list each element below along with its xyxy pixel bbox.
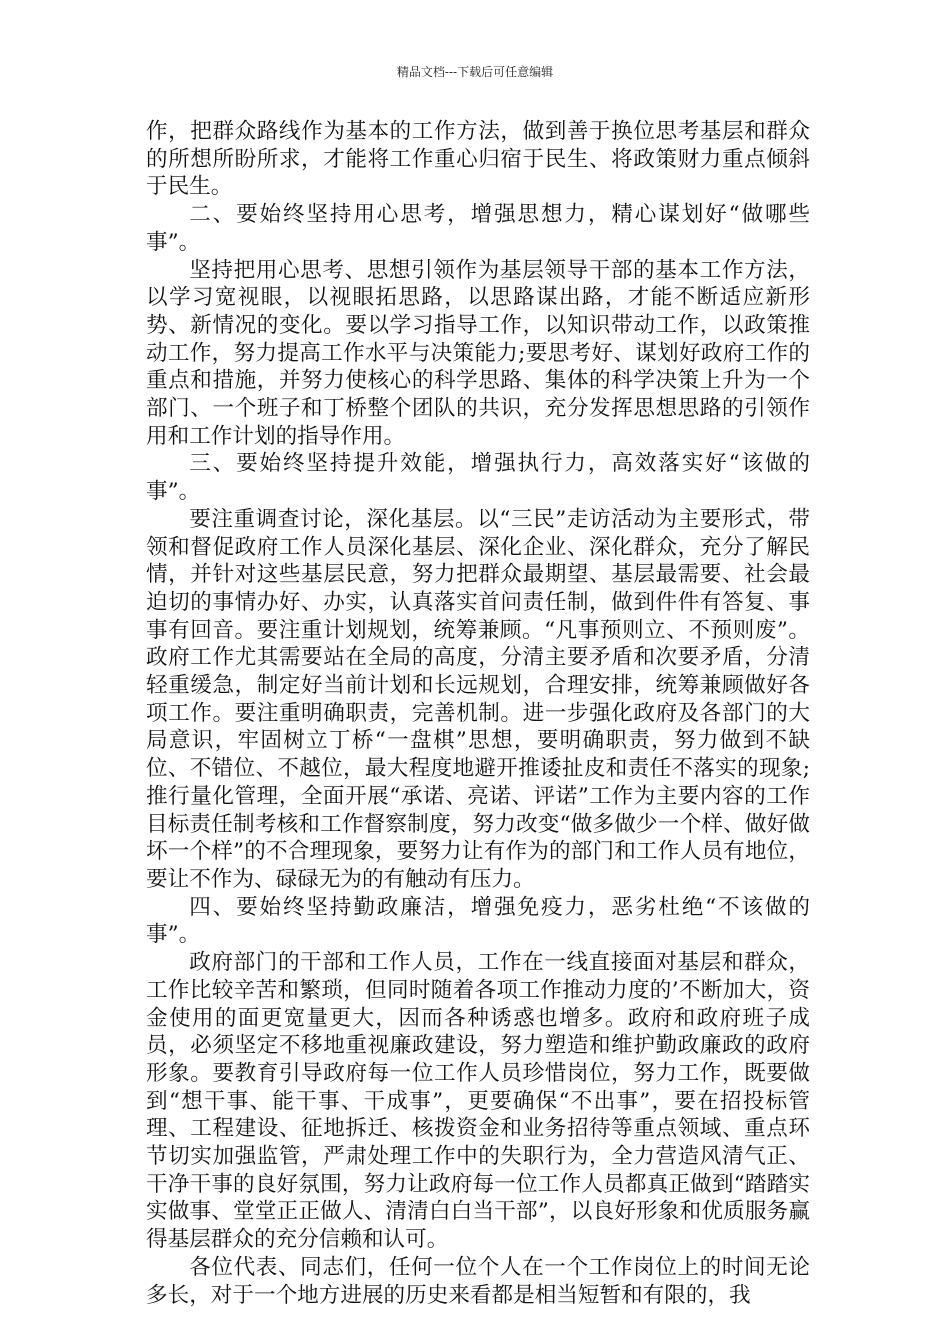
paragraph-3: 要注重调查讨论，深化基层。以“三民”走访活动为主要形式，带领和督促政府工作人员深化基层、深化企业、深化群众，充分了解民情，并针对这些基层民意，努力把群众最期望、基层最需要、社会最迫切的事情办好、办实，认真落实首问责任制，做到件件有答复、事事有回音。要注重计划规划，统筹兼顾。“凡事预则立、不预则废”。政府工作尤其需要站在全局的高度，分清主要矛盾和次要矛盾，分清轻重缓急，制定好当前计划和长远规划，合理安排，统筹兼顾做好各项工作。要注重明确职责，完善机制。进一步强化政府及各部门的大局意识，牢固树立丁桥“一盘棋”思想，要明确职责，努力做到不缺位、不错位、不越位，最大程度地避开推诿扯皮和责任不落实的现象;推行量化管理，全面开展“承诺、亮诺、评诺”工作为主要内容的工作目标责任制考核和工作督察制度，努力改变“做多做少一个样、做好做坏一个样”的不合理现象，要努力让有作为的部门和工作人员有地位，要让不作为、碌碌无为的有触动有压力。 — [146, 506, 810, 892]
paragraph-5: 各位代表、同志们，任何一位个人在一个工作岗位上的时间无论多长，对于一个地方进展的历史来看都是相当短暂和有限的，我 — [146, 1254, 810, 1308]
section-heading-3: 三、要始终坚持提升效能，增强执行力，高效落实好“该做的事”。 — [146, 451, 810, 505]
section-heading-2: 二、要始终坚持用心思考，增强思想力，精心谋划好“做哪些事”。 — [146, 202, 810, 255]
paragraph-1: 作，把群众路线作为基本的工作方法，做到善于换位思考基层和群众的所想所盼所求，才能将工作重心归宿于民生、将政策财力重点倾斜于民生。 — [146, 119, 810, 200]
section-heading-4: 四、要始终坚持勤政廉洁，增强免疫力，恶劣杜绝“不该做的事”。 — [146, 894, 810, 948]
paragraph-4: 政府部门的干部和工作人员，工作在一线直接面对基层和群众，工作比较辛苦和繁琐，但同时随着各项工作推动力度的’不断加大，资金使用的面更宽量更大，因而各种诱惑也增多。政府和政府班子成员，必须坚定不移地重视廉政建设，努力塑造和维护勤政廉政的政府形象。要教育引导政府每一位工作人员珍惜岗位，努力工作，既要做到“想干事、能干事、干成事”，更要确保“不出事”，要在招投标管理、工程建设、征地拆迁、核拨资金和业务招待等重点领域、重点环节切实加强监管，严肃处理工作中的失职行为，全力营造风清气正、干净干事的良好氛围，努力让政府每一位工作人员都真正做到“踏踏实实做事、堂堂正正做人、清清白白当干部”，以良好形象和优质服务赢得基层群众的充分信赖和认可。 — [146, 950, 810, 1253]
document-body — [146, 118, 810, 1309]
page-header: 精品文档---下载后可任意编辑 — [396, 65, 554, 79]
paragraph-2: 坚持把用心思考、思想引领作为基层领导干部的基本工作方法，以学习宽视眼，以视眼拓思路，以思路谋出路，才能不断适应新形势、新情况的变化。要以学习指导工作，以知识带动工作，以政策推动工作，努力提高工作水平与决策能力;要思考好、谋划好政府工作的重点和措施，并努力使核心的科学思路、集体的科学决策上升为一个部门、一个班子和丁桥整个团队的共识，充分发挥思想思路的引领作用和工作计划的指导作用。 — [146, 257, 810, 449]
